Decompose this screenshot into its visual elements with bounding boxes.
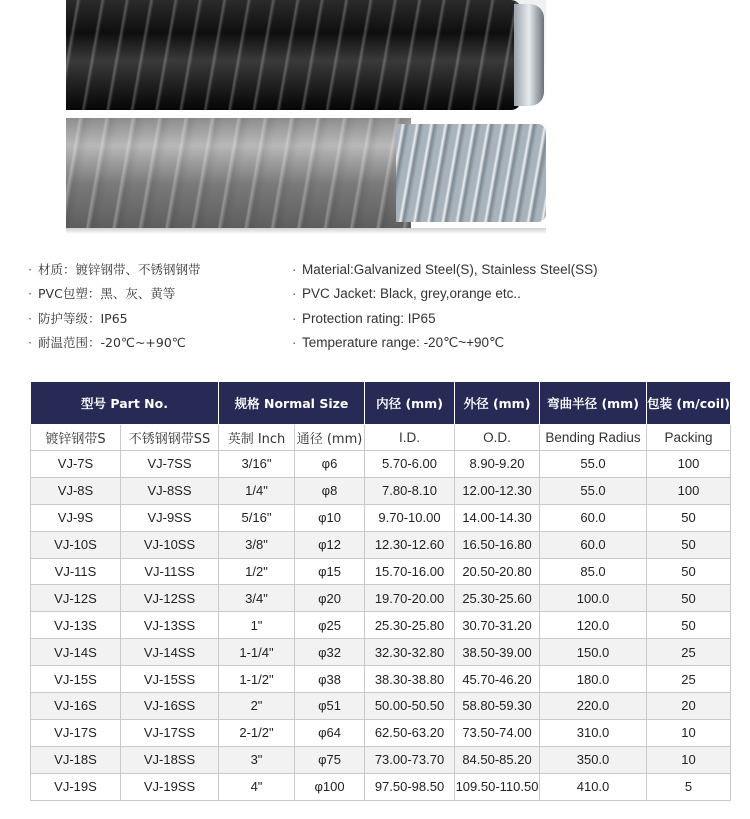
cell-inner-diameter: 19.70-20.00 <box>365 585 455 612</box>
subheader-bending-radius: Bending Radius <box>540 425 647 451</box>
cell-bending-radius: 55.0 <box>540 451 647 478</box>
subheader-id: I.D. <box>365 425 455 451</box>
cell-outer-diameter: 73.50-74.00 <box>455 719 540 746</box>
specs-english <box>292 258 598 355</box>
cell-bore-size: φ32 <box>295 639 365 666</box>
table-row <box>31 585 731 612</box>
cell-bending-radius: 150.0 <box>540 639 647 666</box>
specs-chinese <box>28 258 201 355</box>
cell-outer-diameter: 45.70-46.20 <box>455 666 540 693</box>
cell-part-stainless: VJ-14SS <box>121 639 219 666</box>
header-normal-size: 规格 Normal Size <box>219 382 365 425</box>
cell-outer-diameter: 30.70-31.20 <box>455 612 540 639</box>
header-od: 外径 (mm) <box>455 382 540 425</box>
cell-packing: 50 <box>647 585 731 612</box>
cell-inch-size: 1/4" <box>219 477 295 504</box>
cell-part-stainless: VJ-15SS <box>121 666 219 693</box>
cell-part-stainless: VJ-7SS <box>121 451 219 478</box>
cell-inch-size: 4" <box>219 773 295 800</box>
cell-packing: 5 <box>647 773 731 800</box>
cell-inner-diameter: 9.70-10.00 <box>365 504 455 531</box>
cell-packing: 50 <box>647 612 731 639</box>
cell-bending-radius: 100.0 <box>540 585 647 612</box>
cell-inch-size: 3/16" <box>219 451 295 478</box>
table-row <box>31 451 731 478</box>
cell-part-galvanized: VJ-12S <box>31 585 121 612</box>
table-row <box>31 531 731 558</box>
cell-part-stainless: VJ-12SS <box>121 585 219 612</box>
cell-part-stainless: VJ-16SS <box>121 693 219 720</box>
table-row <box>31 773 731 800</box>
subheader-inch: 英制 Inch <box>219 425 295 451</box>
spec-line: · PVC包塑：黑、灰、黄等 <box>28 286 176 302</box>
cell-part-stainless: VJ-13SS <box>121 612 219 639</box>
spec-line: · 材质：镀锌钢带、不锈钢钢带 <box>28 262 201 277</box>
cell-part-stainless: VJ-11SS <box>121 558 219 585</box>
header-bending-radius: 弯曲半径 (mm) <box>540 382 647 425</box>
product-photo <box>66 0 546 230</box>
table-row <box>31 558 731 585</box>
cell-part-stainless: VJ-17SS <box>121 719 219 746</box>
spec-line: · Temperature range: -20℃~+90℃ <box>292 334 505 350</box>
cell-outer-diameter: 84.50-85.20 <box>455 746 540 773</box>
header-part-no: 型号 Part No. <box>31 382 219 425</box>
cell-part-galvanized: VJ-15S <box>31 666 121 693</box>
cell-packing: 50 <box>647 558 731 585</box>
cell-part-galvanized: VJ-7S <box>31 451 121 478</box>
cell-bending-radius: 410.0 <box>540 773 647 800</box>
cell-bore-size: φ100 <box>295 773 365 800</box>
cell-bore-size: φ10 <box>295 504 365 531</box>
cell-inner-diameter: 7.80-8.10 <box>365 477 455 504</box>
cell-inner-diameter: 25.30-25.80 <box>365 612 455 639</box>
cell-bore-size: φ6 <box>295 451 365 478</box>
cell-inch-size: 5/16" <box>219 504 295 531</box>
table-row <box>31 693 731 720</box>
cell-part-galvanized: VJ-19S <box>31 773 121 800</box>
cell-packing: 25 <box>647 639 731 666</box>
cell-inner-diameter: 73.00-73.70 <box>365 746 455 773</box>
cell-inch-size: 2-1/2" <box>219 719 295 746</box>
subheader-od: O.D. <box>455 425 540 451</box>
cell-packing: 50 <box>647 531 731 558</box>
cell-packing: 10 <box>647 746 731 773</box>
cell-bending-radius: 60.0 <box>540 531 647 558</box>
cell-inner-diameter: 50.00-50.50 <box>365 693 455 720</box>
spec-line: · Material:Galvanized Steel(S), Stainless Steel(SS) <box>292 262 598 277</box>
cell-inch-size: 1/2" <box>219 558 295 585</box>
table-row <box>31 746 731 773</box>
cell-inner-diameter: 12.30-12.60 <box>365 531 455 558</box>
table-row <box>31 639 731 666</box>
spec-line: · PVC Jacket: Black, grey,orange etc.. <box>292 286 521 302</box>
cell-inch-size: 1-1/2" <box>219 666 295 693</box>
subheader-packing: Packing <box>647 425 731 451</box>
cell-packing: 10 <box>647 719 731 746</box>
subheader-stainless: 不锈钢钢带SS <box>121 425 219 451</box>
spec-line: · 耐温范围：-20℃~+90℃ <box>28 334 186 350</box>
subheader-galvanized: 镀锌钢带S <box>31 425 121 451</box>
subheader-bore: 通径 (mm) <box>295 425 365 451</box>
cell-packing: 20 <box>647 693 731 720</box>
cell-packing: 100 <box>647 451 731 478</box>
cell-part-galvanized: VJ-14S <box>31 639 121 666</box>
cell-bore-size: φ12 <box>295 531 365 558</box>
cell-bore-size: φ15 <box>295 558 365 585</box>
cell-bore-size: φ51 <box>295 693 365 720</box>
cell-inner-diameter: 15.70-16.00 <box>365 558 455 585</box>
cell-bore-size: φ38 <box>295 666 365 693</box>
cell-bending-radius: 85.0 <box>540 558 647 585</box>
cell-part-galvanized: VJ-8S <box>31 477 121 504</box>
cell-part-galvanized: VJ-18S <box>31 746 121 773</box>
cell-part-stainless: VJ-19SS <box>121 773 219 800</box>
cell-inch-size: 2" <box>219 693 295 720</box>
table-row <box>31 612 731 639</box>
table-row <box>31 477 731 504</box>
cell-part-galvanized: VJ-16S <box>31 693 121 720</box>
cell-inch-size: 3/4" <box>219 585 295 612</box>
cell-inch-size: 3/8" <box>219 531 295 558</box>
cell-packing: 25 <box>647 666 731 693</box>
cell-outer-diameter: 109.50-110.50 <box>455 773 540 800</box>
cell-bending-radius: 180.0 <box>540 666 647 693</box>
cell-bending-radius: 220.0 <box>540 693 647 720</box>
cell-bore-size: φ64 <box>295 719 365 746</box>
table-subheader-row <box>31 425 731 451</box>
cell-packing: 100 <box>647 477 731 504</box>
black-pvc-conduit-image <box>66 0 546 110</box>
cell-outer-diameter: 12.00-12.30 <box>455 477 540 504</box>
cell-inch-size: 1" <box>219 612 295 639</box>
cell-inner-diameter: 97.50-98.50 <box>365 773 455 800</box>
cell-outer-diameter: 25.30-25.60 <box>455 585 540 612</box>
cell-outer-diameter: 8.90-9.20 <box>455 451 540 478</box>
table-row <box>31 719 731 746</box>
cell-outer-diameter: 38.50-39.00 <box>455 639 540 666</box>
cell-part-galvanized: VJ-9S <box>31 504 121 531</box>
cell-bore-size: φ20 <box>295 585 365 612</box>
cell-bore-size: φ8 <box>295 477 365 504</box>
cell-packing: 50 <box>647 504 731 531</box>
cell-bore-size: φ25 <box>295 612 365 639</box>
header-id: 内径 (mm) <box>365 382 455 425</box>
cell-bore-size: φ75 <box>295 746 365 773</box>
cell-bending-radius: 310.0 <box>540 719 647 746</box>
grey-pvc-conduit-image <box>66 118 546 228</box>
cell-inner-diameter: 62.50-63.20 <box>365 719 455 746</box>
cell-bending-radius: 350.0 <box>540 746 647 773</box>
cell-inner-diameter: 38.30-38.80 <box>365 666 455 693</box>
cell-outer-diameter: 20.50-20.80 <box>455 558 540 585</box>
table-row <box>31 666 731 693</box>
header-packing: 包装 (m/coil) <box>647 382 731 425</box>
cell-bending-radius: 60.0 <box>540 504 647 531</box>
cell-part-galvanized: VJ-10S <box>31 531 121 558</box>
cell-outer-diameter: 14.00-14.30 <box>455 504 540 531</box>
cell-outer-diameter: 16.50-16.80 <box>455 531 540 558</box>
cell-inner-diameter: 5.70-6.00 <box>365 451 455 478</box>
cell-part-galvanized: VJ-13S <box>31 612 121 639</box>
cell-inch-size: 3" <box>219 746 295 773</box>
cell-outer-diameter: 58.80-59.30 <box>455 693 540 720</box>
table-header-row <box>31 382 731 425</box>
cell-bending-radius: 55.0 <box>540 477 647 504</box>
spec-line: · 防护等级：IP65 <box>28 310 128 326</box>
spec-table <box>30 381 730 801</box>
cell-part-stainless: VJ-8SS <box>121 477 219 504</box>
cell-part-galvanized: VJ-11S <box>31 558 121 585</box>
cell-part-stainless: VJ-10SS <box>121 531 219 558</box>
spec-line: · Protection rating: IP65 <box>292 310 436 326</box>
cell-part-stainless: VJ-9SS <box>121 504 219 531</box>
cell-bending-radius: 120.0 <box>540 612 647 639</box>
table-row <box>31 504 731 531</box>
cell-inch-size: 1-1/4" <box>219 639 295 666</box>
cell-part-stainless: VJ-18SS <box>121 746 219 773</box>
cell-inner-diameter: 32.30-32.80 <box>365 639 455 666</box>
cell-part-galvanized: VJ-17S <box>31 719 121 746</box>
